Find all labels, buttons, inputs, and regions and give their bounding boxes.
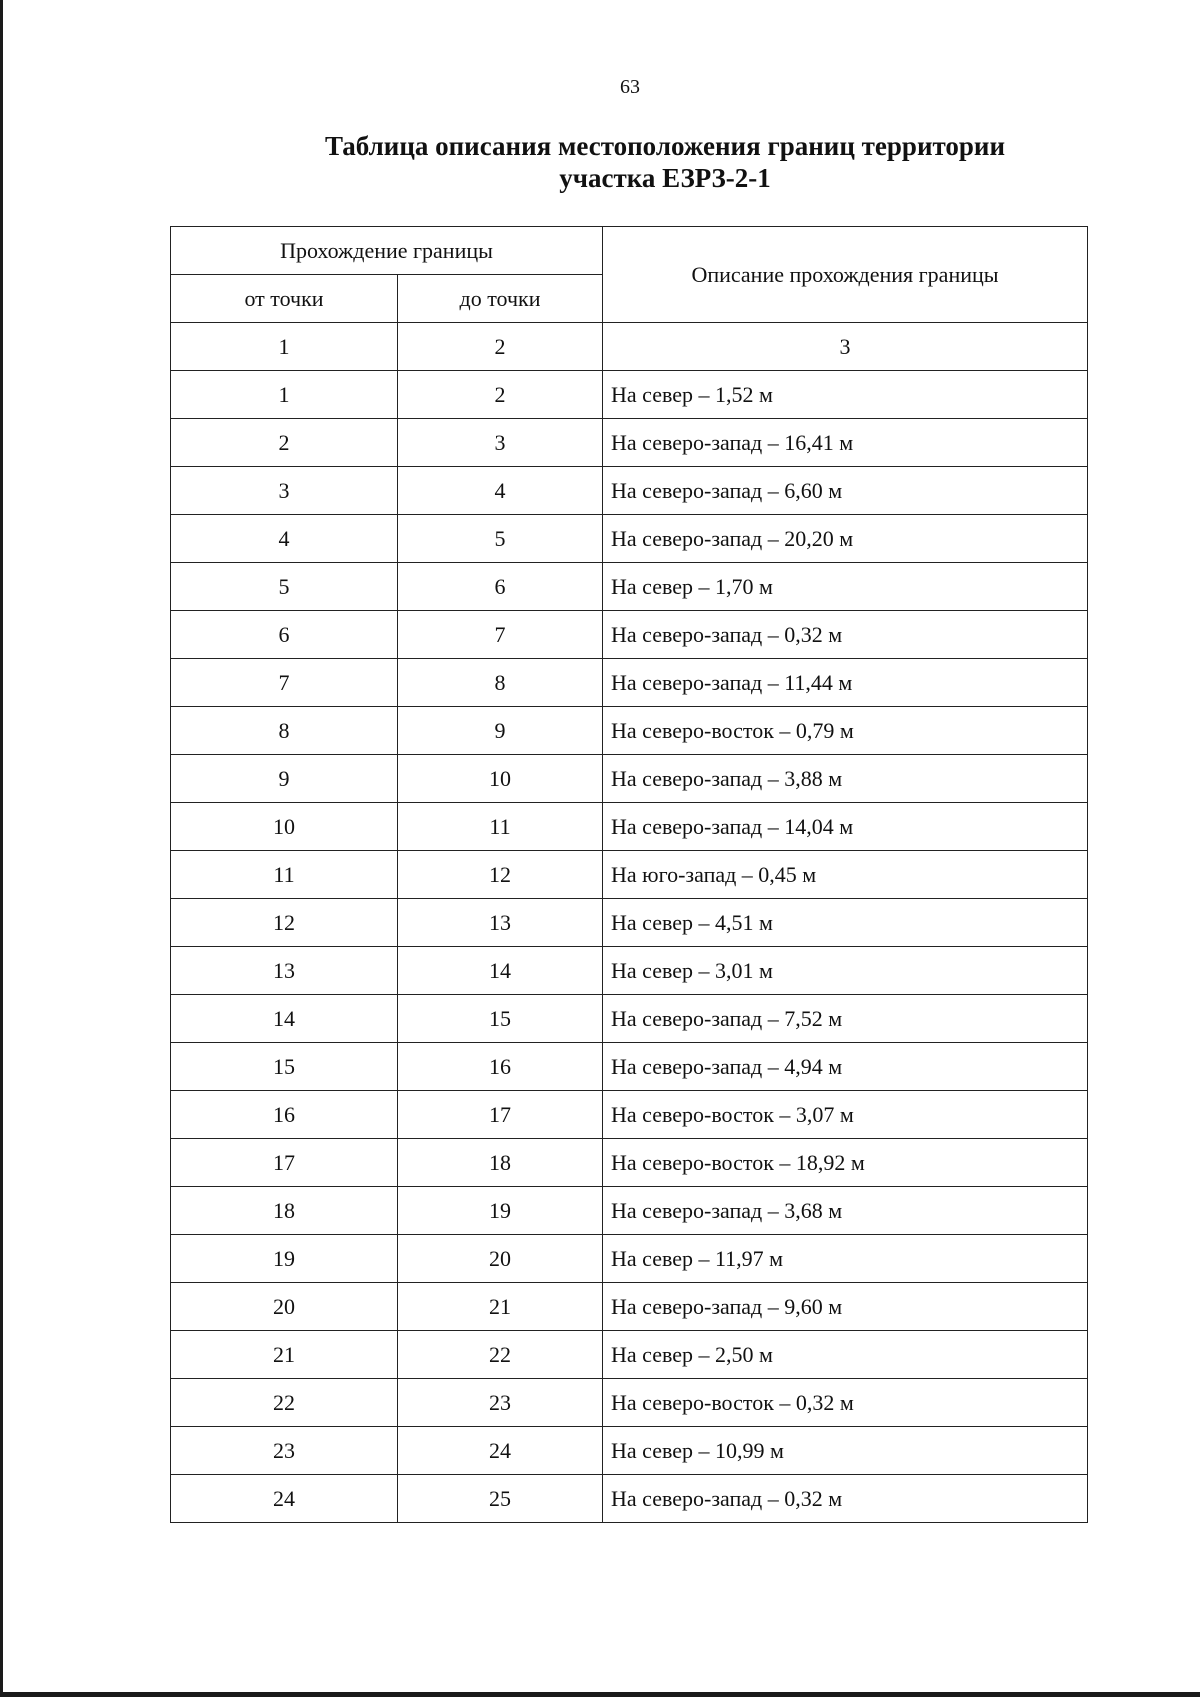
cell-to-point: 19: [398, 1187, 603, 1235]
table-row: [171, 1283, 1088, 1331]
cell-from-point: 17: [171, 1139, 398, 1187]
cell-description: На северо-запад – 3,88 м: [603, 755, 1088, 803]
cell-from-point: 22: [171, 1379, 398, 1427]
table-row: [171, 755, 1088, 803]
cell-description: На северо-восток – 18,92 м: [603, 1139, 1088, 1187]
cell-from-point: 18: [171, 1187, 398, 1235]
cell-to-point: 9: [398, 707, 603, 755]
cell-description: На северо-запад – 9,60 м: [603, 1283, 1088, 1331]
cell-description: На северо-запад – 0,32 м: [603, 611, 1088, 659]
cell-to-point: 18: [398, 1139, 603, 1187]
cell-description: На северо-восток – 0,32 м: [603, 1379, 1088, 1427]
table-row: [171, 515, 1088, 563]
cell-description: На северо-запад – 11,44 м: [603, 659, 1088, 707]
cell-from-point: 4: [171, 515, 398, 563]
page-title: [290, 130, 1040, 194]
cell-description: На северо-восток – 3,07 м: [603, 1091, 1088, 1139]
cell-from-point: 14: [171, 995, 398, 1043]
table-row: [171, 1331, 1088, 1379]
cell-description: На северо-запад – 6,60 м: [603, 467, 1088, 515]
table-header: [171, 227, 1088, 371]
column-number: 3: [603, 323, 1088, 371]
boundary-table: [170, 226, 1088, 1523]
cell-from-point: 10: [171, 803, 398, 851]
cell-to-point: 4: [398, 467, 603, 515]
cell-description: На северо-запад – 7,52 м: [603, 995, 1088, 1043]
page-number: 63: [620, 76, 640, 98]
cell-to-point: 10: [398, 755, 603, 803]
table-row: [171, 371, 1088, 419]
cell-description: На северо-восток – 0,79 м: [603, 707, 1088, 755]
table-row: [171, 1187, 1088, 1235]
cell-from-point: 21: [171, 1331, 398, 1379]
cell-description: На север – 1,52 м: [603, 371, 1088, 419]
cell-from-point: 24: [171, 1475, 398, 1523]
cell-from-point: 20: [171, 1283, 398, 1331]
cell-to-point: 22: [398, 1331, 603, 1379]
table-row: [171, 1043, 1088, 1091]
cell-description: На северо-запад – 0,32 м: [603, 1475, 1088, 1523]
cell-from-point: 8: [171, 707, 398, 755]
cell-description: На северо-запад – 4,94 м: [603, 1043, 1088, 1091]
column-number: 2: [398, 323, 603, 371]
cell-description: На север – 3,01 м: [603, 947, 1088, 995]
cell-to-point: 8: [398, 659, 603, 707]
cell-to-point: 2: [398, 371, 603, 419]
table-row: [171, 803, 1088, 851]
cell-description: На север – 11,97 м: [603, 1235, 1088, 1283]
cell-to-point: 17: [398, 1091, 603, 1139]
cell-description: На север – 1,70 м: [603, 563, 1088, 611]
table-row: [171, 851, 1088, 899]
table-row: [171, 899, 1088, 947]
cell-description: На север – 2,50 м: [603, 1331, 1088, 1379]
cell-from-point: 3: [171, 467, 398, 515]
cell-from-point: 9: [171, 755, 398, 803]
table-row: [171, 1475, 1088, 1523]
header-description: Описание прохождения границы: [603, 227, 1088, 323]
cell-description: На северо-запад – 20,20 м: [603, 515, 1088, 563]
cell-to-point: 7: [398, 611, 603, 659]
cell-to-point: 3: [398, 419, 603, 467]
cell-from-point: 6: [171, 611, 398, 659]
cell-from-point: 2: [171, 419, 398, 467]
cell-to-point: 21: [398, 1283, 603, 1331]
title-line-1: Таблица описания местоположения границ территории: [324, 131, 1006, 161]
cell-to-point: 24: [398, 1427, 603, 1475]
cell-to-point: 11: [398, 803, 603, 851]
table-row: [171, 1379, 1088, 1427]
header-group-boundary: Прохождение границы: [171, 227, 603, 275]
cell-from-point: 1: [171, 371, 398, 419]
cell-from-point: 11: [171, 851, 398, 899]
cell-from-point: 13: [171, 947, 398, 995]
cell-to-point: 25: [398, 1475, 603, 1523]
page-edge-bottom: [0, 1692, 1200, 1697]
cell-description: На юго-запад – 0,45 м: [603, 851, 1088, 899]
cell-to-point: 23: [398, 1379, 603, 1427]
table-row: [171, 419, 1088, 467]
column-number: 1: [171, 323, 398, 371]
table-row: [171, 1091, 1088, 1139]
header-to-point: до точки: [398, 275, 603, 323]
cell-from-point: 15: [171, 1043, 398, 1091]
table-row: [171, 707, 1088, 755]
cell-to-point: 15: [398, 995, 603, 1043]
cell-to-point: 5: [398, 515, 603, 563]
cell-description: На северо-запад – 14,04 м: [603, 803, 1088, 851]
table-row: [171, 1139, 1088, 1187]
table-row: [171, 467, 1088, 515]
cell-from-point: 19: [171, 1235, 398, 1283]
cell-description: На север – 10,99 м: [603, 1427, 1088, 1475]
table-row: [171, 611, 1088, 659]
cell-description: На север – 4,51 м: [603, 899, 1088, 947]
cell-to-point: 12: [398, 851, 603, 899]
table-row: [171, 563, 1088, 611]
table-row: [171, 1235, 1088, 1283]
page-edge-left: [0, 0, 3, 1697]
cell-to-point: 16: [398, 1043, 603, 1091]
table-row: [171, 1427, 1088, 1475]
cell-to-point: 13: [398, 899, 603, 947]
cell-description: На северо-запад – 3,68 м: [603, 1187, 1088, 1235]
table-row: [171, 995, 1088, 1043]
cell-from-point: 23: [171, 1427, 398, 1475]
table-body: [171, 371, 1088, 1523]
cell-description: На северо-запад – 16,41 м: [603, 419, 1088, 467]
cell-to-point: 20: [398, 1235, 603, 1283]
title-line-2: участка ЕЗРЗ-2-1: [559, 163, 771, 193]
table-row: [171, 659, 1088, 707]
cell-from-point: 5: [171, 563, 398, 611]
cell-to-point: 14: [398, 947, 603, 995]
cell-from-point: 7: [171, 659, 398, 707]
cell-from-point: 12: [171, 899, 398, 947]
cell-from-point: 16: [171, 1091, 398, 1139]
header-from-point: от точки: [171, 275, 398, 323]
cell-to-point: 6: [398, 563, 603, 611]
column-numbers-row: [171, 323, 1088, 371]
table-row: [171, 947, 1088, 995]
